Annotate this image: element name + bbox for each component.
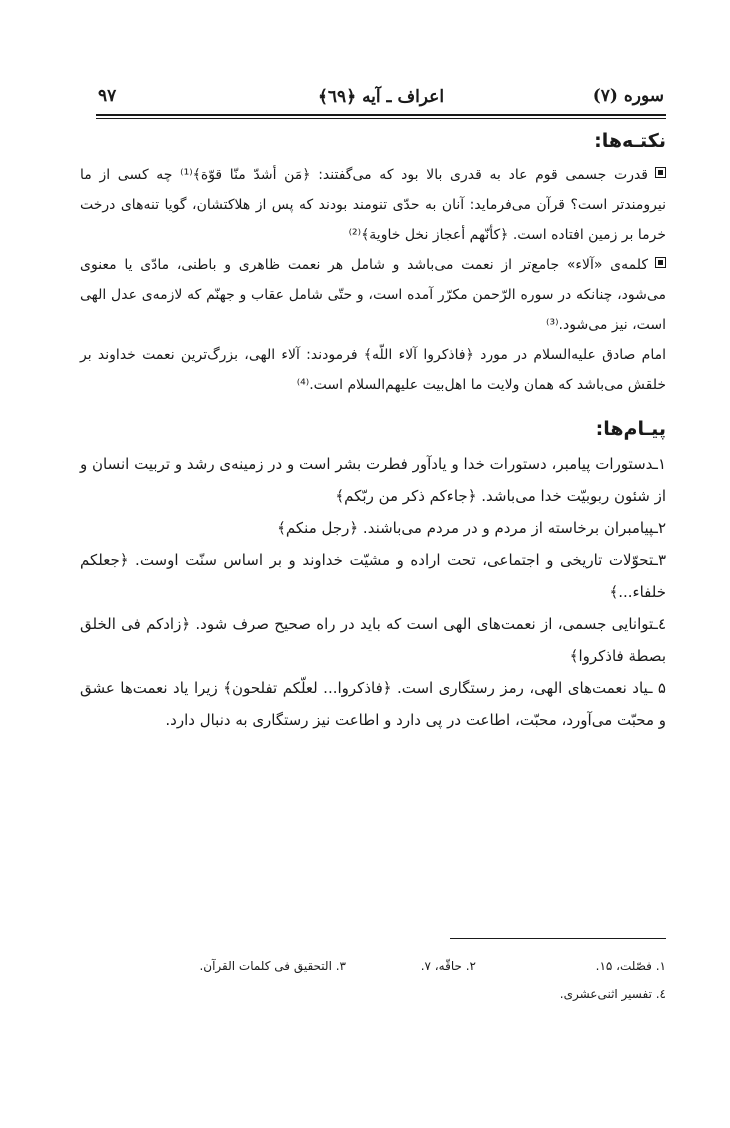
note-text: کلمه‌ی «آلاء» جامع‌تر از نعمت می‌باشد و شامل هر نعمت ظاهری و باطنی، مادّی یا معنوی می‌شود، چنانکه در سوره الرّحمن مکرّر آمده است، و حتّی شامل عقاب و جهنّم که لازمه‌ی عدل الهی است، نیز می‌شود.⁽³⁾: [80, 257, 666, 333]
message-text: دستورات پیامبر، دستورات خدا و یادآور فطرت بشر است و در زمینه‌ی رشد و تربیت انسان و از شئون ربوبیّت خدا می‌باشد. ﴿جاءکم ذکر من ربّکم﴾: [80, 455, 666, 505]
footnote-row: [96, 980, 666, 1008]
message-item: [80, 448, 666, 512]
notes-heading: نکتـه‌ها:: [594, 130, 666, 152]
message-item: [80, 512, 666, 544]
message-number: ۱ـ: [653, 455, 666, 473]
footnote: ۲. حاقّه، ۷.: [420, 959, 476, 973]
message-number: ۵ ـ: [648, 679, 666, 697]
message-item: [80, 608, 666, 672]
footnotes: [96, 952, 666, 1008]
message-number: ۳ـ: [653, 551, 666, 569]
messages-heading: پیـام‌ها:: [595, 418, 666, 440]
message-number: ٤ـ: [653, 615, 666, 633]
message-item: [80, 672, 666, 736]
message-text: پیامبران برخاسته از مردم و در مردم می‌باشند. ﴿رجل منکم﴾: [277, 519, 654, 537]
note-item: [80, 250, 666, 340]
page-number: ۹۷: [98, 86, 117, 106]
message-text: تحوّلات تاریخی و اجتماعی، تحت اراده و مشیّت خداوند و بر اساس سنّت اوست. ﴿جعلکم خلفاء...﴾: [80, 551, 666, 601]
footnote: ٤. تفسیر اثنی‌عشری.: [559, 987, 666, 1001]
page-body: [80, 126, 666, 736]
message-text: یاد نعمت‌های الهی، رمز رستگاری است. ﴿فاذکروا... لعلّکم تفلحون﴾ زیرا یاد نعمت‌ها عشق و محبّت می‌آورد، محبّت، اطاعت در پی دارد و اطاعت نیز رستگاری به دنبال دارد.: [80, 679, 666, 729]
note-item: [80, 160, 666, 250]
note-text: قدرت جسمی قوم عاد به قدری بالا بود که می‌گفتند: ﴿مَن أشدّ منّا قوّة﴾⁽¹⁾ چه کسی از ما نیرومندتر است؟ قرآن می‌فرماید: آنان به حدّی تنومند بودند که پس از هلاکتشان، گویا تنه‌های درخت خرما بر زمین افتاده است. ﴿کأنّهم أعجاز نخل خاویة﴾⁽²⁾: [80, 167, 666, 243]
message-text: توانایی جسمی، از نعمت‌های الهی است که باید در راه صحیح صرف شود. ﴿زادکم فی الخلق بصطة فاذکروا﴾: [80, 615, 666, 665]
footnote-rule: [450, 938, 666, 939]
surah-label: سوره (۷): [592, 86, 664, 106]
header-rule-thick: [96, 114, 666, 116]
chapter-verse-title: اعراف ـ آیه ﴿٦٩﴾: [317, 87, 445, 107]
running-header: [96, 84, 666, 114]
header-rule-thin: [96, 118, 666, 119]
message-number: ۲ـ: [653, 519, 666, 537]
bullet-square-icon: [655, 167, 666, 178]
footnote-row: [96, 952, 666, 980]
note-continuation: امام صادق علیه‌السلام در مورد ﴿فاذکروا آلاء اللّه﴾ فرمودند: آلاء الهی، بزرگ‌ترین نعمت خداوند بر خلقش می‌باشد که همان ولایت ما اهل‌بیت علیهم‌السلام است.⁽⁴⁾: [80, 347, 666, 393]
bullet-square-icon: [655, 257, 666, 268]
message-item: [80, 544, 666, 608]
footnote: ۳. التحقیق فی کلمات القرآن.: [199, 959, 346, 973]
footnote: ۱. فصّلت، ۱۵.: [595, 959, 666, 973]
